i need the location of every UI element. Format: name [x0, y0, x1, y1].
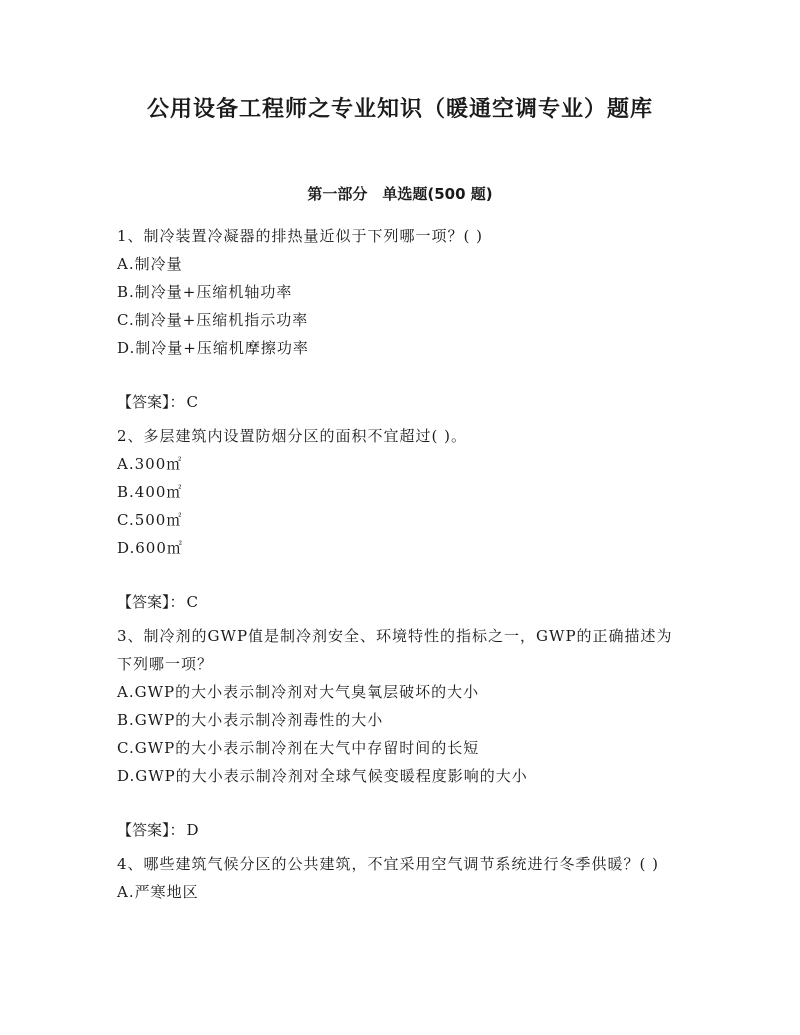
option-c: C.制冷量+压缩机指示功率 — [117, 311, 309, 329]
answer-value: C — [186, 593, 198, 611]
question-stem: 1、制冷装置冷凝器的排热量近似于下列哪一项？( ) — [117, 227, 484, 245]
answer-label: 【答案】： — [117, 821, 185, 839]
answer-label: 【答案】： — [117, 393, 185, 411]
answer-line — [117, 816, 687, 844]
answer-value: C — [186, 393, 198, 411]
option-c: C.GWP的大小表示制冷剂在大气中存留时间的长短 — [117, 739, 480, 757]
option-a: A.制冷量 — [117, 255, 183, 273]
option-a: A.严寒地区 — [117, 883, 199, 901]
answer-line — [117, 588, 687, 616]
answer-label: 【答案】： — [117, 593, 185, 611]
question-list — [117, 222, 687, 906]
option-c: C.500㎡ — [117, 511, 183, 529]
question-item — [117, 622, 687, 844]
option-b: B.GWP的大小表示制冷剂毒性的大小 — [117, 711, 384, 729]
answer-line — [117, 388, 687, 416]
question-item — [117, 222, 687, 416]
document-title: 公用设备工程师之专业知识（暖通空调专业）题库 — [146, 97, 653, 122]
question-stem: 4、哪些建筑气候分区的公共建筑，不宜采用空气调节系统进行冬季供暖？( ) — [117, 855, 660, 873]
option-b: B.400㎡ — [117, 483, 183, 501]
option-d: D.600㎡ — [117, 539, 183, 557]
option-a: A.GWP的大小表示制冷剂对大气臭氧层破坏的大小 — [117, 683, 480, 701]
option-d: D.制冷量+压缩机摩擦功率 — [117, 339, 309, 357]
question-item — [117, 422, 687, 616]
answer-value: D — [186, 821, 199, 839]
option-b: B.制冷量+压缩机轴功率 — [117, 283, 293, 301]
question-stem: 3、制冷剂的GWP值是制冷剂安全、环境特性的指标之一，GWP的正确描述为下列哪一项？ — [117, 627, 673, 673]
option-d: D.GWP的大小表示制冷剂对全球气候变暖程度影响的大小 — [117, 767, 528, 785]
question-stem: 2、多层建筑内设置防烟分区的面积不宜超过( )。 — [117, 427, 468, 445]
option-a: A.300㎡ — [117, 455, 183, 473]
question-item — [117, 850, 687, 906]
section-heading: 第一部分 单选题(500 题) — [307, 185, 493, 203]
